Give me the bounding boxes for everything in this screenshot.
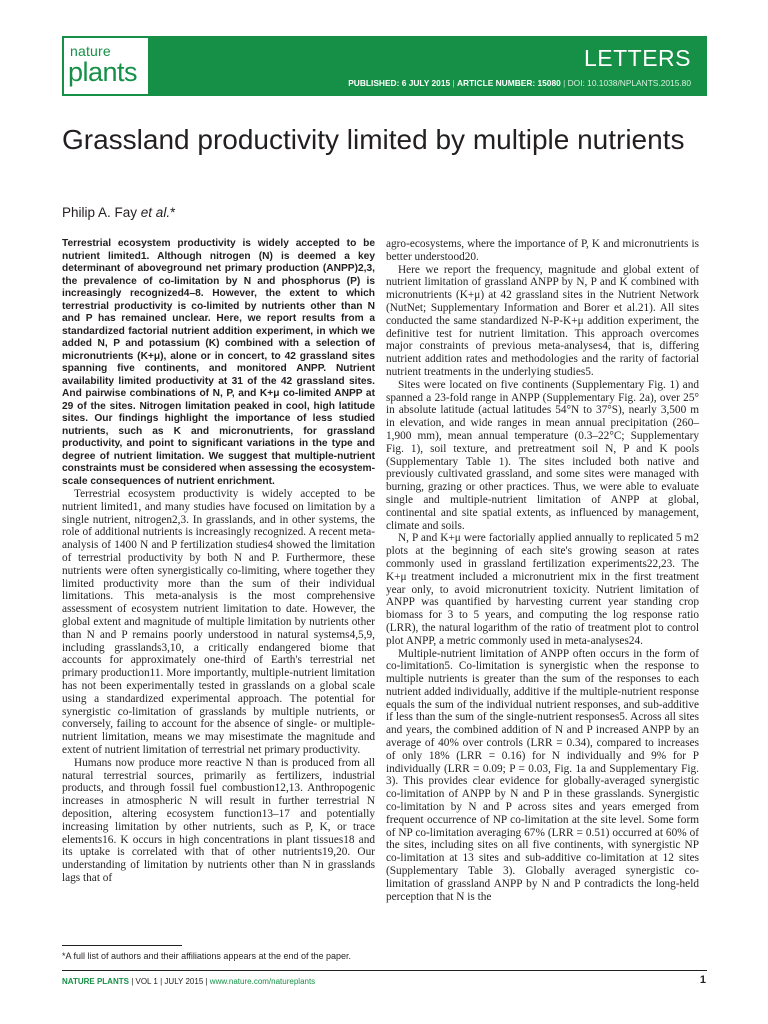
page-footer (62, 977, 315, 986)
logo-text-bottom: plants (68, 57, 138, 87)
author-name[interactable]: Philip A. Fay (62, 205, 141, 220)
footer-journal-name: NATURE PLANTS (62, 977, 129, 986)
separator: | (560, 78, 568, 88)
separator: | (203, 977, 210, 986)
body-paragraph: Humans now produce more reactive N than is produced from all natural terrestrial sources, primarily as fertilizers, industrial products, and through fossil fuel combustion12,13. Anthropogenic increases in atmospheric N will result in further terrestrial N deposition, altering ecosystem function13–17 and potentially increasing limitation by other nutrients, such as P, K, or trace elements16. K occurs in high concentrations in plant tissues18 and its uptake is correlated with that of other nutrients19,20. Our understanding of limitation by nutrients other than N in grasslands lags that of (62, 756, 375, 884)
abstract-paragraph: Terrestrial ecosystem productivity is widely accepted to be nutrient limited1. Although nitrogen (N) is deemed a key determinant of aboveground net primary production (ANPP)2,3, the prevalence of co-limitation by N and phosphorus (P) is increasingly recognized4–8. However, the extent to which terrestrial productivity is co-limited by nutrients other than N and P has remained unclear. Here, we report results from a standardized factorial nutrient addition experiment, in which we added N, P and potassium (K) combined with a selection of micronutrients (K+μ), alone or in concert, to 42 grassland sites spanning five continents, and monitored ANPP. Nutrient availability limited productivity at 31 of the 42 grassland sites. And pairwise combinations of N, P, and K+μ co-limited ANPP at 29 of the sites. Nitrogen limitation peaked in cool, high latitude sites. Our findings highlight the importance of less studied nutrients, such as K and micronutrients, for grassland productivity, and point to significant variations in the type and degree of nutrient limitation. We suggest that multiple-nutrient constraints must be considered when assessing the ecosystem-scale consequences of nutrient enrichment. (62, 238, 375, 487)
journal-logo[interactable] (62, 36, 150, 96)
publication-info (348, 78, 691, 88)
journal-url-link[interactable]: www.nature.com/natureplants (209, 977, 316, 986)
separator: | (450, 78, 457, 88)
body-paragraph: Multiple-nutrient limitation of ANPP often occurs in the form of co-limitation5. Co-limitation is synergistic when the response to multiple nutrients is greater than the sum of the responses to each nutrient added individually, additive if the multiple-nutrient response equals the sum of the individual nutrient responses, and sub-additive if less than the sum of the single-nutrient responses5. Across all sites and years, the combined addition of N and P increased ANPP by an average of 40% over controls (LRR = 0.34), compared to increases of only 18% (LRR = 0.16) for N individually and 9% for P individually (LRR = 0.09; P = 0.03, Fig. 1a and Supplementary Fig. 3). This provides clear evidence for globally-averaged synergistic co-limitation of ANPP by N and P in these grasslands. Synergistic co-limitation by N and P across sites and years emerged from frequent occurrence of NP co-limitation at the site level. Some form of NP co-limitation averaging 67% (LRR = 0.51) occurred at 60% of the sites, including sites on all five continents, with synergistic NP co-limitation at 13 sites and sub-additive co-limitation at 12 sites (Supplementary Table 3). Globally averaged synergistic co-limitation of grassland ANPP by N and P contradicts the long-held perception that N is the (386, 647, 699, 903)
body-paragraph: Terrestrial ecosystem productivity is widely accepted to be nutrient limited1, and many studies have focused on limitation by a single nutrient, nitrogen2,3. In grasslands, and in other systems, the role of additional nutrients is increasingly recognized. A recent meta-analysis of 1400 N and P fertilization studies4 showed the limitation of terrestrial productivity by both N and P. Furthermore, these nutrients were often synergistically co-limiting, where together they limited productivity more than the sum of their individual limitations. This meta-analysis is the most comprehensive assessment of ecosystem nutrient limitation to date. However, the global extent and magnitude of multiple limitation by nutrients other than N and P remains poorly understood in natural systems4,5,9, including grasslands3,10, a critically endangered biome that accounts for approximately one-third of Earth's terrestrial net primary production11. More importantly, multiple-nutrient limitation has not been experimentally tested in grasslands on a global scale using a standardized experimental approach. The potential for synergistic co-limitation of grasslands by multiple nutrients, or conversely, failing to account for the absence of single- or multiple-nutrient limitation, means we may misestimate the magnitude and extent of nutrient limitation of terrestrial net primary productivity. (62, 488, 375, 756)
footer-divider (62, 970, 707, 971)
footer-volume: VOL 1 (135, 977, 158, 986)
article-title: Grassland productivity limited by multiple nutrients (62, 124, 685, 155)
author-line (62, 205, 175, 220)
body-paragraph: agro-ecosystems, where the importance of P, K and micronutrients is better understood20. (386, 238, 699, 263)
footer-date: JULY 2015 (164, 977, 204, 986)
separator: | (128, 977, 136, 986)
author-footnote-mark: * (170, 205, 176, 220)
logo-text-top: nature (70, 43, 111, 59)
page-number: 1 (699, 974, 706, 986)
author-etal: et al. (140, 205, 171, 220)
body-paragraph: Here we report the frequency, magnitude and global extent of nutrient limitation of grassland ANPP by N, P and K combined with micronutrients (K+μ) at 42 grassland sites in the Nutrient Network (NutNet; Supplementary Information and Borer et al.21). All sites conducted the same standardized N-P-K+μ addition experiment, the definitive test for nutrient limitation. This approach overcomes major constraints of previous meta-analyses4, that is, differing nutrient addition rates and methodologies and the rarity of factorial nutrient treatments in the underlying studies5. (386, 263, 699, 378)
footnote-divider (62, 945, 182, 946)
body-paragraph: N, P and K+μ were factorially applied annually to replicated 5 m2 plots at the beginning of each site's growing season at rates commonly used in grassland fertilization experiments22,23. The K+μ treatment included a micronutrient mix in the first treatment year only, to avoid micronutrient toxicity. Nutrient limitation of ANPP was quantified by harvesting current year standing crop biomass for 3 to 5 years, and computing the log response ratio (LRR), the natural logarithm of the ratio of treatment plot to control plot ANPP, a metric commonly used in meta-analyses24. (386, 532, 699, 647)
section-label: LETTERS (583, 45, 691, 71)
left-column (62, 238, 375, 885)
separator: | (157, 977, 165, 986)
author-footnote: *A full list of authors and their affiliations appears at the end of the paper. (62, 951, 352, 961)
body-paragraph: Sites were located on five continents (Supplementary Fig. 1) and spanned a 23-fold range in ANPP (Supplementary Fig. 2a), over 25° in absolute latitude (actual latitudes 54°N to 37°S), nearly 3,500 m in elevation, and wide ranges in mean annual precipitation (260–1,900 mm), mean annual temperature (0.3–22°C; Supplementary Fig. 1), soil texture, and pretreatment soil N, P and K pools (Supplementary Table 1). The sites included both native and previously cultivated grassland, and some sites were managed with burning, grazing or other practices. Thus, we were able to evaluate single and multiple-nutrient limitation of ANPP at global, continental and site spatial extents, as influenced by management, climate and soils. (386, 378, 699, 532)
doi-link[interactable]: DOI: 10.1038/NPLANTS.2015.80 (567, 78, 691, 88)
journal-header-bar (62, 36, 707, 96)
article-number: ARTICLE NUMBER: 15080 (457, 78, 561, 88)
right-column (386, 238, 699, 903)
published-date: PUBLISHED: 6 JULY 2015 (348, 78, 451, 88)
